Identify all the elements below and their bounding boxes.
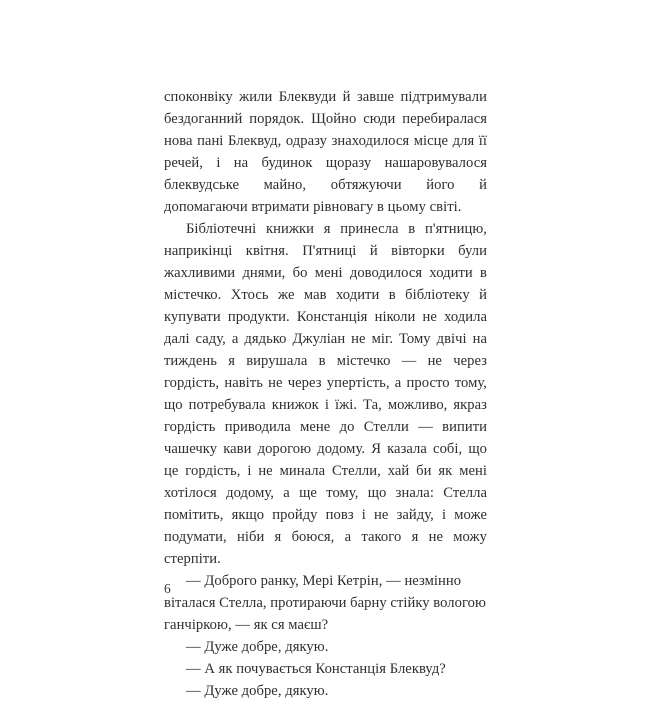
dialogue-line-reply-one: — Дуже добре, дякую.: [186, 639, 329, 655]
body-text-block: [164, 86, 487, 702]
dialogue-line-reply-two: — Дуже добре, дякую.: [186, 683, 329, 699]
page-number: 6: [164, 581, 171, 596]
dialogue-line-question: — А як почувається Констанція Блеквуд?: [186, 661, 446, 677]
paragraph-continuation: споконвіку жили Блеквуди й завше підтримували бездоганний порядок. Щойно сюди перебиралася нова пані Блеквуд, одразу знаходилося місце для її речей, і на будинок щоразу нашаровувалося блеквудське майно, обтяжуючи його й допомагаючи втримати рівновагу в цьому світі.: [164, 89, 487, 215]
dialogue-line-greeting: — Доброго ранку, Мері Кетрін, — незмінно віталася Стелла, протираючи барну стійку вологою ганчіркою, — як ся маєш?: [164, 573, 486, 633]
paragraph-library-books: Бібліотечні книжки я принесла в п'ятницю, наприкінці квітня. П'ятниці й вівторки були жахливими днями, бо мені доводилося ходити в містечко. Хтось же мав ходити в бібліотеку й купувати продукти. Констанція ніколи не ходила далі саду, а дядько Джуліан не міг. Тому двічі на тиждень я вирушала в містечко — не через гордість, навіть не через упертість, а просто тому, що потребувала книжок і їжі. Та, можливо, якраз гордість приводила мене до Стелли — випити чашечку кави дорогою додому. Я казала собі, що це гордість, і не минала Стелли, хай би як мені хотілося додому, а ще тому, що знала: Стелла помітить, якщо пройду повз і не зайду, і може подумати, ніби я боюся, а такого я не можу стерпіти.: [164, 221, 487, 567]
